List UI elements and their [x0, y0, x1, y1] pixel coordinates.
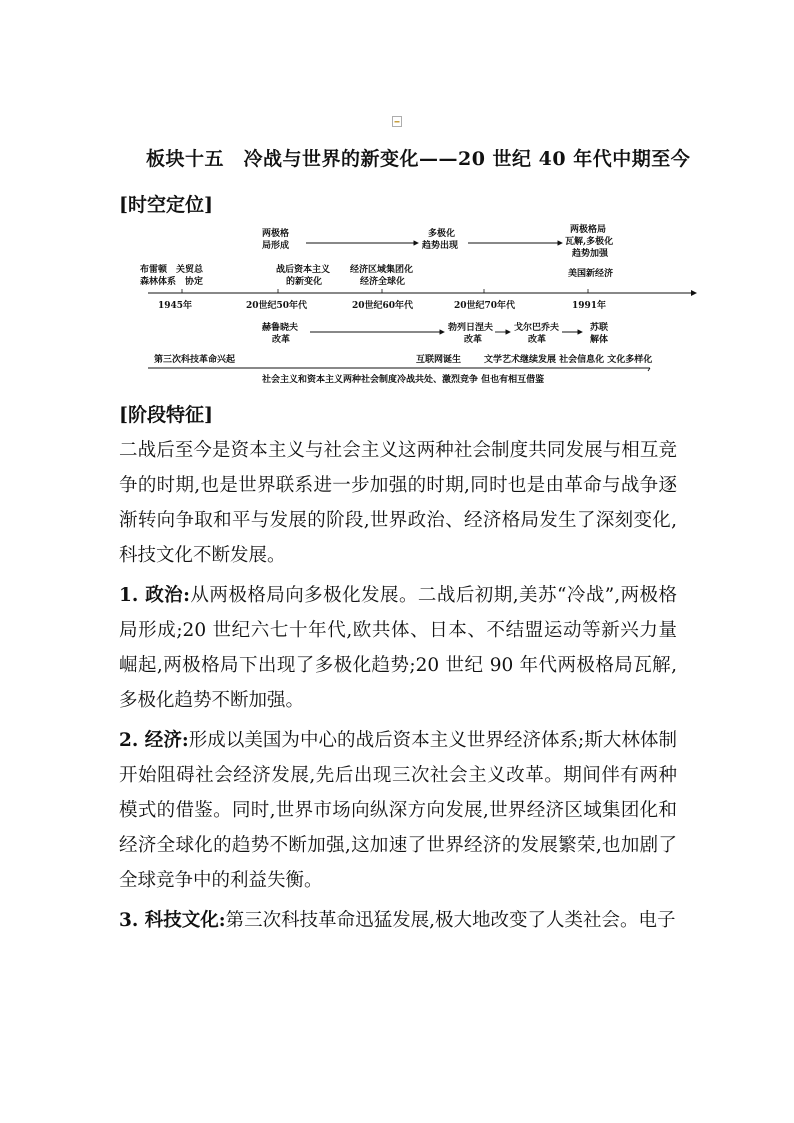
tl-culture: 文学艺术继续发展 社会信息化 文化多样化	[484, 355, 653, 365]
tl-new-economy: 美国新经济	[568, 269, 614, 279]
tl-axis-label-1945: 1945年	[158, 301, 193, 311]
tl-brezhnev-2: 改革	[464, 335, 483, 345]
tl-tech-line-end	[648, 368, 650, 371]
tl-axis-label-50s: 20世纪50年代	[246, 301, 308, 311]
tl-bipolar-formed-2: 局形成	[262, 241, 290, 251]
tl-regional-1: 经济区域集团化	[350, 265, 414, 275]
paragraph-politics-text: 从两极格局向多极化发展。二战后初期,美苏“冷战”,两极格局形成;20 世纪六七十年代,欧共体、日本、不结盟运动等新兴力量崛起,两极格局下出现了多极化趋势;20 世纪 90 年代两极格局瓦解,多极化趋势不断加强。	[119, 585, 677, 711]
tl-bretton-2: 森林体系 协定	[140, 277, 204, 287]
document-title: 板块十五 冷战与世界的新变化——20 世纪 40 年代中期至今	[146, 148, 691, 170]
paragraph-economy	[119, 723, 677, 898]
tl-soviet-collapse-2: 解体	[590, 335, 609, 345]
body-text	[119, 433, 677, 938]
tl-bipolar-collapse-1: 两极格局	[570, 225, 607, 235]
tl-internet: 互联网诞生	[416, 355, 462, 365]
tl-axis-label-1991: 1991年	[572, 301, 607, 311]
tl-multipolar-1: 多极化	[428, 229, 456, 239]
tl-gorbachev-1: 戈尔巴乔夫	[514, 323, 560, 333]
tl-regional-2: 经济全球化	[360, 277, 406, 287]
tl-gorbachev-2: 改革	[528, 335, 547, 345]
paragraph-tech-culture-label: 3. 科技文化:	[119, 910, 226, 931]
section-heading-timeline: [时空定位]	[119, 194, 213, 216]
image-placeholder-icon	[392, 116, 402, 127]
tl-postwar-cap-1: 战后资本主义	[276, 265, 331, 275]
paragraph-politics	[119, 578, 677, 718]
tl-axis-label-70s: 20世纪70年代	[454, 301, 516, 311]
tl-bipolar-formed-1: 两极格	[262, 229, 290, 239]
tl-brezhnev-1: 勃列日涅夫	[448, 323, 494, 333]
tl-khrushchev-2: 改革	[272, 335, 291, 345]
paragraph-politics-label: 1. 政治:	[119, 585, 190, 606]
section-heading-features: [阶段特征]	[119, 404, 213, 426]
paragraph-tech-culture-text: 第三次科技革命迅猛发展,极大地改变了人类社会。电子	[225, 910, 676, 931]
paragraph-tech-culture	[119, 903, 677, 938]
timeline-diagram	[110, 222, 700, 390]
paragraph-economy-label: 2. 经济:	[119, 730, 189, 751]
tl-postwar-cap-2: 的新变化	[286, 277, 323, 287]
tl-khrushchev-1: 赫鲁晓夫	[262, 323, 299, 333]
tl-multipolar-2: 趋势出现	[422, 241, 459, 251]
paragraph-intro: 二战后至今是资本主义与社会主义这两种社会制度共同发展与相互竞争的时期,也是世界联系进一步加强的时期,同时也是由革命与战争逐渐转向争取和平与发展的阶段,世界政治、经济格局发生了深刻变化,科技文化不断发展。	[119, 440, 677, 566]
paragraph-economy-text: 形成以美国为中心的战后资本主义世界经济体系;斯大林体制开始阻碍社会经济发展,先后出现三次社会主义改革。期间伴有两种模式的借鉴。同时,世界市场向纵深方向发展,世界经济区域集团化和经济全球化的趋势不断加强,这加速了世界经济的发展繁荣,也加剧了全球竞争中的利益失衡。	[119, 730, 677, 891]
tl-axis-label-60s: 20世纪60年代	[352, 301, 414, 311]
tl-soviet-collapse-1: 苏联	[590, 323, 609, 333]
tl-tech-revolution: 第三次科技革命兴起	[154, 355, 236, 365]
tl-bipolar-collapse-2: 瓦解,多极化	[565, 237, 614, 247]
tl-bipolar-collapse-3: 趋势加强	[572, 249, 609, 259]
tl-bretton-1: 布雷顿 关贸总	[140, 265, 204, 275]
tl-bottom-summary: 社会主义和资本主义两种社会制度冷战共处、激烈竞争 但也有相互借鉴	[262, 375, 545, 385]
